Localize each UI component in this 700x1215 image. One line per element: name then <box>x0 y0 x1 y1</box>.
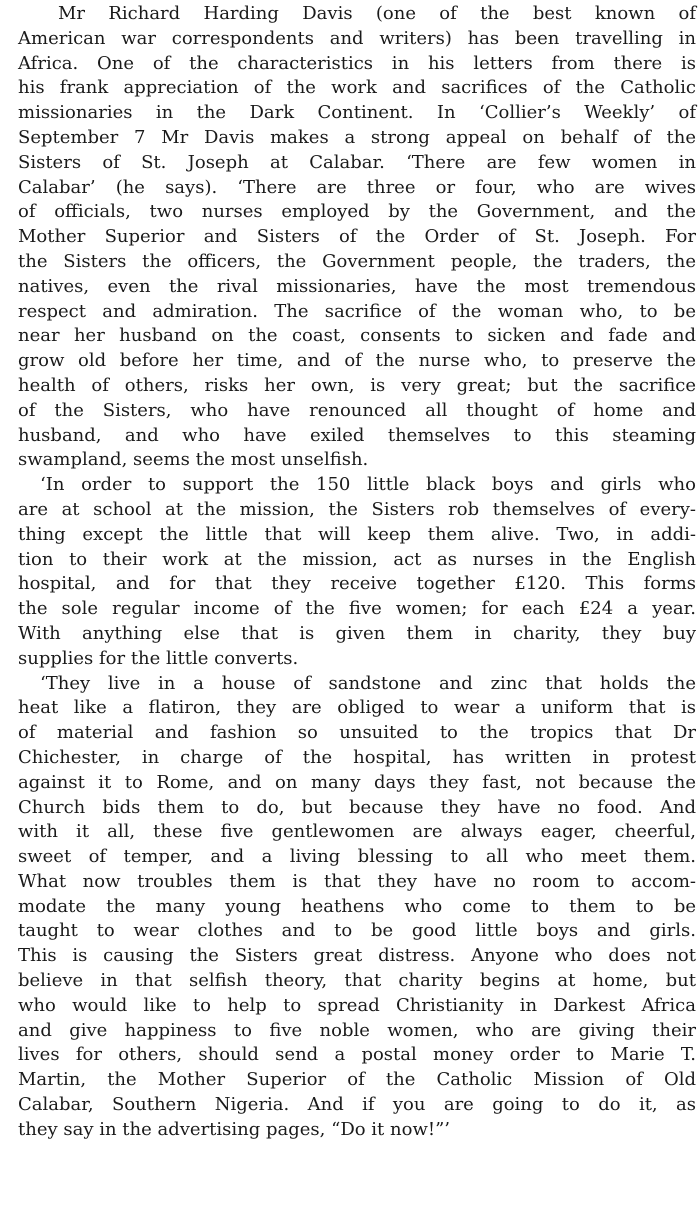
article-paragraph-1 <box>18 2 696 473</box>
text-line: lives for others, should send a postal money order to Marie T. <box>18 1044 696 1066</box>
text-line: ‘In order to support the 150 little black boys and girls who <box>40 474 696 496</box>
text-line: Mother Superior and Sisters of the Order of St. Joseph. For <box>18 226 696 248</box>
text-line: they say in the advertising pages, “Do it now!”’ <box>18 1118 451 1140</box>
text-line: supplies for the little converts. <box>18 647 299 669</box>
text-line: believe in that selfish theory, that charity begins at home, but <box>18 970 696 992</box>
article-page <box>18 2 696 1143</box>
text-line: ‘They live in a house of sandstone and zinc that holds the <box>40 672 696 694</box>
text-line: hospital, and for that they receive together £120. This forms <box>18 573 696 595</box>
text-line: Chichester, in charge of the hospital, has written in protest <box>18 746 696 768</box>
text-line: swampland, seems the most unselfish. <box>18 449 369 471</box>
text-line: This is causing the Sisters great distress. Anyone who does not <box>18 945 696 967</box>
text-line: Calabar’ (he says). ‘There are three or four, who are wives <box>18 176 696 198</box>
text-line: the sole regular income of the five women; for each £24 a year. <box>18 598 696 620</box>
text-line: sweet of temper, and a living blessing to all who meet them. <box>18 846 696 868</box>
text-line: heat like a flatiron, they are obliged to wear a uniform that is <box>18 697 696 719</box>
text-line: the Sisters the officers, the Government people, the traders, the <box>18 250 696 272</box>
article-paragraph-2 <box>18 473 696 671</box>
text-line: What now troubles them is that they have no room to accom- <box>18 870 696 892</box>
text-line: September 7 Mr Davis makes a strong appeal on behalf of the <box>18 126 696 148</box>
text-line: health of others, risks her own, is very great; but the sacrifice <box>18 374 696 396</box>
text-line: against it to Rome, and on many days they fast, not because the <box>18 771 696 793</box>
article-paragraph-3 <box>18 672 696 1143</box>
text-line: of material and fashion so unsuited to the tropics that Dr <box>18 722 696 744</box>
text-line: of officials, two nurses employed by the Government, and the <box>18 201 696 223</box>
text-line: thing except the little that will keep them alive. Two, in addi- <box>18 523 696 545</box>
text-line: American war correspondents and writers) has been travelling in <box>18 27 696 49</box>
text-line: near her husband on the coast, consents to sicken and fade and <box>18 325 696 347</box>
text-line: Mr Richard Harding Davis (one of the best known of <box>58 3 696 24</box>
text-line: grow old before her time, and of the nurse who, to preserve the <box>18 350 696 372</box>
text-line: with it all, these five gentlewomen are always eager, cheerful, <box>18 821 696 843</box>
text-line: and give happiness to five noble women, who are giving their <box>18 1019 696 1041</box>
text-line: Church bids them to do, but because they have no food. And <box>18 796 696 818</box>
text-line: natives, even the rival missionaries, have the most tremendous <box>18 275 696 297</box>
text-line: of the Sisters, who have renounced all thought of home and <box>18 399 696 421</box>
text-line: taught to wear clothes and to be good little boys and girls. <box>18 920 696 942</box>
text-line: respect and admiration. The sacrifice of the woman who, to be <box>18 300 696 322</box>
text-line: who would like to help to spread Christianity in Darkest Africa <box>18 994 696 1016</box>
text-line: missionaries in the Dark Continent. In ‘Collier’s Weekly’ of <box>18 102 696 124</box>
text-line: are at school at the mission, the Sisters rob themselves of every- <box>18 498 696 520</box>
text-line: Africa. One of the characteristics in his letters from there is <box>18 52 696 74</box>
text-line: Calabar, Southern Nigeria. And if you are going to do it, as <box>18 1094 696 1116</box>
text-line: With anything else that is given them in charity, they buy <box>18 622 696 644</box>
text-line: husband, and who have exiled themselves to this steaming <box>18 424 696 446</box>
text-line: modate the many young heathens who come to them to be <box>18 895 696 917</box>
text-line: Sisters of St. Joseph at Calabar. ‘There are few women in <box>18 151 696 173</box>
text-line: tion to their work at the mission, act as nurses in the English <box>18 548 696 570</box>
text-line: his frank appreciation of the work and sacrifices of the Catholic <box>18 77 696 99</box>
text-line: Martin, the Mother Superior of the Catholic Mission of Old <box>18 1069 696 1091</box>
